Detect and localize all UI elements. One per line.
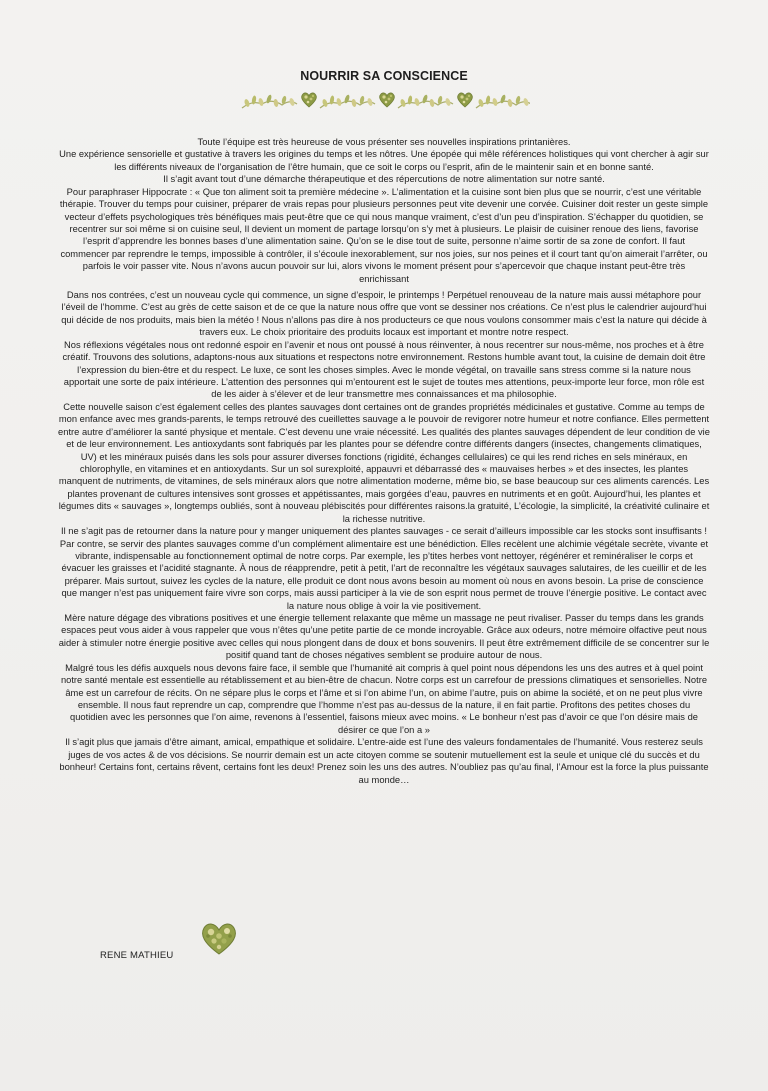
- paragraph: Nos réflexions végétales nous ont redonné espoir en l’avenir et nous ont poussé à nous réinventer, à nous recentrer sur nous-même, nos proches et à être créatif. Trouvons des solutions, adaptons-nous aux situations et respectons notre environnement. Restons humble avant tout, la cuisine de demain doit être l’expression du bien-être et du respect. Le luxe, ce sont les choses simples. Avec le monde végétal, on travaille sans stress comme si la nature nous apportait une sorte de paix intérieure. L’attention des personnes qui m’entourent est le sujet de toutes mes attentions, peux-importe leur force, mon rôle est de les aider à s’élever et de leur transmettre mes connaissances et ma philosophie.: [62, 339, 706, 400]
- paragraph: Une expérience sensorielle et gustative à travers les origines du temps et les nôtres. Une épopée qui mêle références holistiques qui vont chercher à agir sur les différents niveaux de l’organisation de l’être humain, que ce soit le corps ou l’esprit, afin de le maintenir sain et en bonne santé.: [59, 149, 709, 172]
- paragraph: Il s’agit plus que jamais d’être aimant, amical, empathique et solidaire. L’entre-aide est l’une des valeurs fondamentales de l’humanité. Vous resterez seuls juges de vos actes & de vos décisions. Se nourrir demain est un acte citoyen comme se soutenir mutuellement est la seule et unique clé du succès et du bonheur! Certains font, certains rêvent, certains font les deux! Prenez soin les uns des autres. N’oubliez pas qu’au final, l’Amour est la force la plus puissante au monde…: [59, 737, 709, 785]
- paragraph: Mère nature dégage des vibrations positives et une énergie tellement relaxante que même un massage ne peut rivaliser. Passer du temps dans les grands espaces peut vous aider à vous rappeler que vous n’êtes qu’une petite partie de ce monde incroyable. Grâce aux odeurs, notre mémoire olfactive peut nous aider à stimuler notre énergie positive avec celles qui nous plongent dans de doux et bons souvenirs. Il peut être extrêmement difficile de se concentrer sur le positif quand tant de choses négatives semblent se produire autour de nous.: [58, 613, 710, 661]
- paragraph: Toute l’équipe est très heureuse de vous présenter ses nouvelles inspirations printanières.: [197, 137, 571, 147]
- paragraph: Il ne s’agit pas de retourner dans la nature pour y manger uniquement des plantes sauvages - ce serait d’ailleurs impossible car les stocks sont insuffisants ! Par contre, se servir des plantes sauvages comme d’un complément alimentaire est une bénédiction. Elles recèlent une alchimie végétale secrète, vivante et vibrante, indispensable au fonctionnement optimal de notre corps. Par exemple, les p’tites herbes vont nettoyer, régénérer et reminéraliser le corps et évacuer les graisses et l’acidité stagnante. À nous de réapprendre, petit à petit, l’art de reconnaître les végétaux sauvages salutaires, de les cueillir et de les préparer. Mais surtout, suivez les cycles de la nature, elle produit ce dont nous avons besoin au moment où nous en avons besoin. La prise de conscience que manger n’est pas uniquement faire vivre son corps, mais aussi participer à la vie de son esprit nous permet de trouve l’énergie positive. Le contact avec la nature nous oblige à voir la vie positivement.: [59, 526, 709, 611]
- document-title: NOURRIR SA CONSCIENCE: [300, 69, 468, 83]
- paragraph: Pour paraphraser Hippocrate : « Que ton aliment soit ta première médecine ». L’alimentation et la cuisine sont bien plus que se nourrir, c’est une véritable thérapie. Trouver du temps pour cuisiner, préparer de vrais repas pour plusieurs personnes peut vite devenir une corvée. Cuisiner doit rester un geste simple vecteur d’effets psychologiques très bénéfiques mais peut-être que ce qui nous manque vraiment, c’est d’un peu d’inspiration. S’échapper du quotidien, se recentrer sur soi même si on cuisine seul, Il devient un moment de partage lorsqu’on s’y met à plusieurs. Le plaisir de cuisiner renoue des liens, favorise l’esprit d’apprendre les bonnes bases d’une alimentation saine. Qu’on se le dise tout de suite, personne n’aime sortir de sa zone de confort. Il faut commencer par reprendre le temps, impossible à contrôler, il s’écoule inexorablement, sur nos joies, sur nos peines et il court tant qu’on aimerait l’arrêter, ou parfois le voir passer vite. Nous n’avons aucun pouvoir sur lui, alors vivons le moment présent pour s’apercevoir que chaque instant peut-être très enrichissant: [59, 186, 709, 284]
- paragraph: Cette nouvelle saison c’est également celles des plantes sauvages dont certaines ont de grandes propriétés médicinales et gustative. Comme au temps de mon enfance avec mes grands-parents, le temps retrouvé des cueillettes sauvage a le pouvoir de revigorer notre humeur et notre confiance. Elles permettent entre autre d’améliorer la santé physique et mentale. C’est devenu une vraie nécessité. Les qualités des plantes sauvages dépendent de leur condition de vie et de leur environnement. Les antioxydants sont fabriqués par les plantes pour se défendre contre différents dangers (insectes, changements climatiques, UV) et les minéraux puisés dans les sols pour assurer diverses fonctions (rigidité, échanges cellulaires) ce qui les rend riches en sels minéraux, en chlorophylle, en vitamines et en antioxydants. Sur un sol surexploité, appauvri et débarrassé des « mauvaises herbes » et des insectes, les plantes manquent de nutriments, de vitamines, de sels minéraux alors que notre alimentation moderne, même bio, se base beaucoup sur ces aliments carencés. Les plantes provenant de cultures intensives sont grosses et appétissantes, mais gorgées d’eau, pauvres en nutriments et en goût. Aujourd’hui, les plantes et légumes dits « sauvages », longtemps oubliés, sont à nouveau plébiscités pour différentes raisons.la gratuité, L’écologie, la simplicité, la créativité culinaire et la richesse nutritive.: [58, 401, 710, 524]
- paragraph: Il s’agit avant tout d’une démarche thérapeutique et des répercutions de notre alimentation sur notre santé.: [163, 174, 605, 185]
- signature-name: RENE MATHIEU: [100, 950, 174, 961]
- leaf-heart-border-icon: [240, 88, 530, 112]
- document-body: [58, 136, 710, 786]
- paragraph: Malgré tous les défis auxquels nous devons faire face, il semble que l’humanité ait compris à quel point nous dépendons les uns des autres et à quel point notre santé mentale est essentielle au rétablissement et au bien-être de chacun. Notre corps est un carrefour de pressions climatiques et sensorielles. Notre âme est un carrefour de récits. On ne sépare plus le corps et l’âme et si l’on abime l’un, on abime l’autre, puis on abime la société, et on ne peut plus vivre ensemble. Il nous faut reprendre un cap, comprendre que l’homme n’est pas au-dessus de la nature, il en fait partie. Profitons des petites choses du quotidien avec les personnes que l’on aime, revenons à l’essentiel, faisons mieux avec moins. « Le bonheur n’est pas d’avoir ce que l’on désire mais de désirer ce que l’on a »: [60, 662, 708, 735]
- paragraph: Dans nos contrées, c’est un nouveau cycle qui commence, un signe d’espoir, le printemps ! Perpétuel renouveau de la nature mais aussi métaphore pour l’éveil de l’homme. C’est au grès de cette saison et de ce que la nature nous offre que vont se dessiner nos créations. Ce n’est plus le calendrier aujourd’hui qui décide de nos produits, mais bien la météo ! Nous n’allons pas dire à nos producteurs ce que nous voulons consommer mais c’est la nature qui décide à travers eux. Le choix prioritaire des produits locaux est important et montre notre respect.: [61, 290, 707, 338]
- leaf-heart-icon: [199, 920, 239, 956]
